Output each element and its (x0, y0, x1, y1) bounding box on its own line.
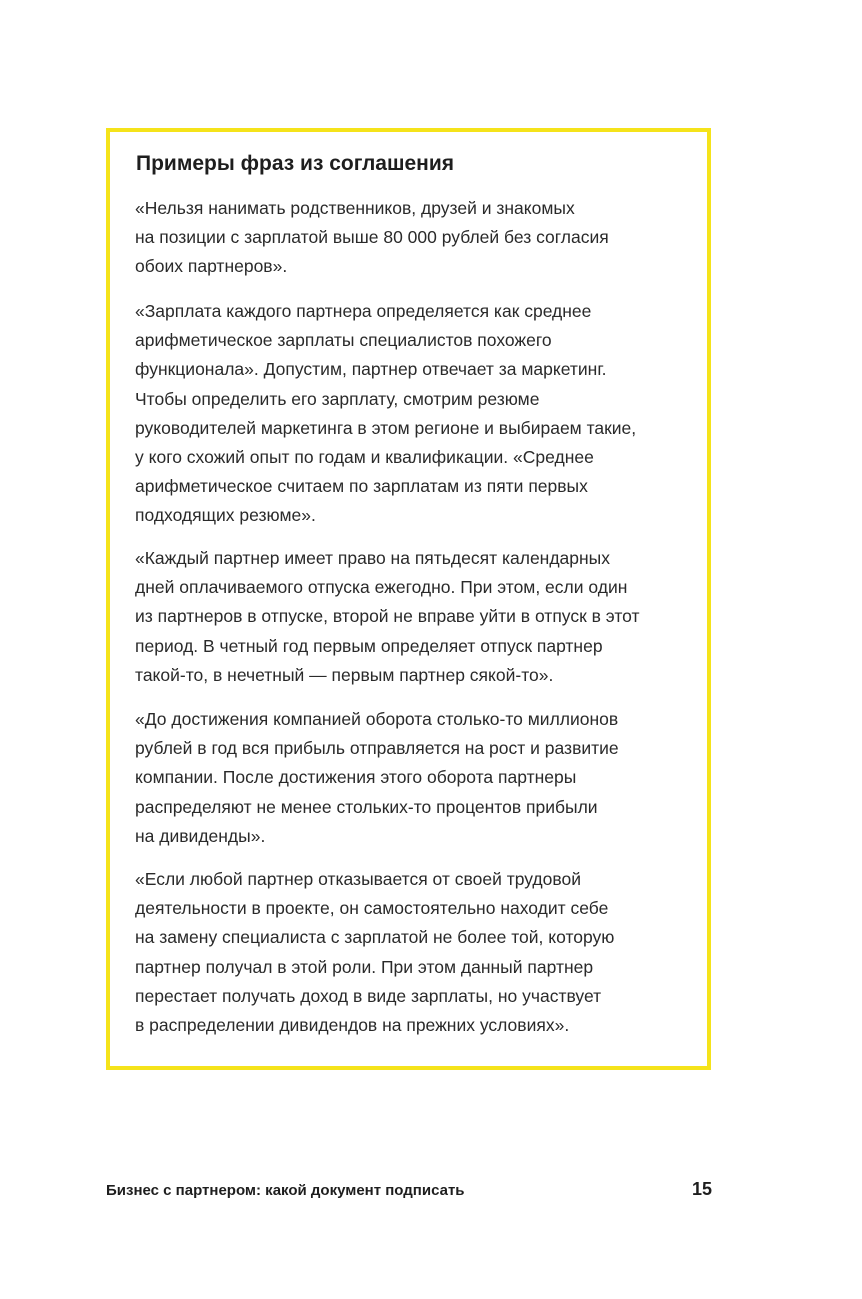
quote-line: на замену специалиста с зарплатой не более той, которую (135, 927, 615, 948)
quote-1 (135, 194, 609, 282)
quote-line: такой-то, в нечетный — первым партнер сякой-то». (135, 664, 554, 685)
quote-line: руководителей маркетинга в этом регионе и выбираем такие, (135, 417, 637, 438)
quote-line: «До достижения компанией оборота столько-то миллионов (135, 709, 619, 729)
quote-3 (135, 544, 640, 690)
quote-line: распределяют не менее стольких-то процентов прибыли (135, 796, 598, 817)
quote-line: Чтобы определить его зарплату, смотрим резюме (135, 388, 540, 409)
quote-5 (135, 865, 614, 1040)
quote-line: в распределении дивидендов на прежних условиях». (135, 1015, 570, 1036)
quote-line: арифметическое зарплаты специалистов похожего (135, 330, 552, 351)
quote-line: компании. После достижения этого оборота партнеры (135, 767, 577, 788)
quote-line: партнер получал в этой роли. При этом данный партнер (135, 956, 594, 977)
quote-line: «Если любой партнер отказывается от своей трудовой (135, 869, 581, 889)
quote-line: из партнеров в отпуске, второй не вправе уйти в отпуск в этот (135, 606, 640, 627)
quote-line: перестает получать доход в виде зарплаты, но участвует (135, 985, 602, 1006)
quote-line: подходящих резюме». (135, 505, 316, 526)
quote-line: функционала». Допустим, партнер отвечает за маркетинг. (135, 359, 607, 380)
quote-line: у кого схожий опыт по годам и квалификации. «Среднее (135, 447, 594, 468)
quote-line: деятельности в проекте, он самостоятельно находит себе (135, 898, 609, 919)
page-number: 15 (691, 1179, 712, 1199)
quote-line: обоих партнеров». (135, 256, 288, 277)
quote-line: на дивиденды». (135, 825, 266, 846)
quote-line: рублей в год вся прибыль отправляется на рост и развитие (135, 738, 619, 759)
quote-line: «Каждый партнер имеет право на пятьдесят календарных (135, 548, 611, 568)
quote-line: дней оплачиваемого отпуска ежегодно. При этом, если один (135, 577, 628, 598)
callout-title: Примеры фраз из соглашения (136, 152, 455, 175)
quote-4 (135, 705, 619, 851)
quote-line: «Нельзя нанимать родственников, друзей и знакомых (135, 198, 575, 218)
quote-line: арифметическое считаем по зарплатам из пяти первых (135, 476, 588, 497)
quote-line: период. В четный год первым определяет отпуск партнер (135, 635, 603, 656)
footer-book-title: Бизнес с партнером: какой документ подписать (106, 1182, 465, 1199)
quote-line: на позиции с зарплатой выше 80 000 рублей без согласия (135, 227, 609, 248)
quote-2 (135, 297, 636, 531)
quote-line: «Зарплата каждого партнера определяется как среднее (135, 301, 592, 321)
